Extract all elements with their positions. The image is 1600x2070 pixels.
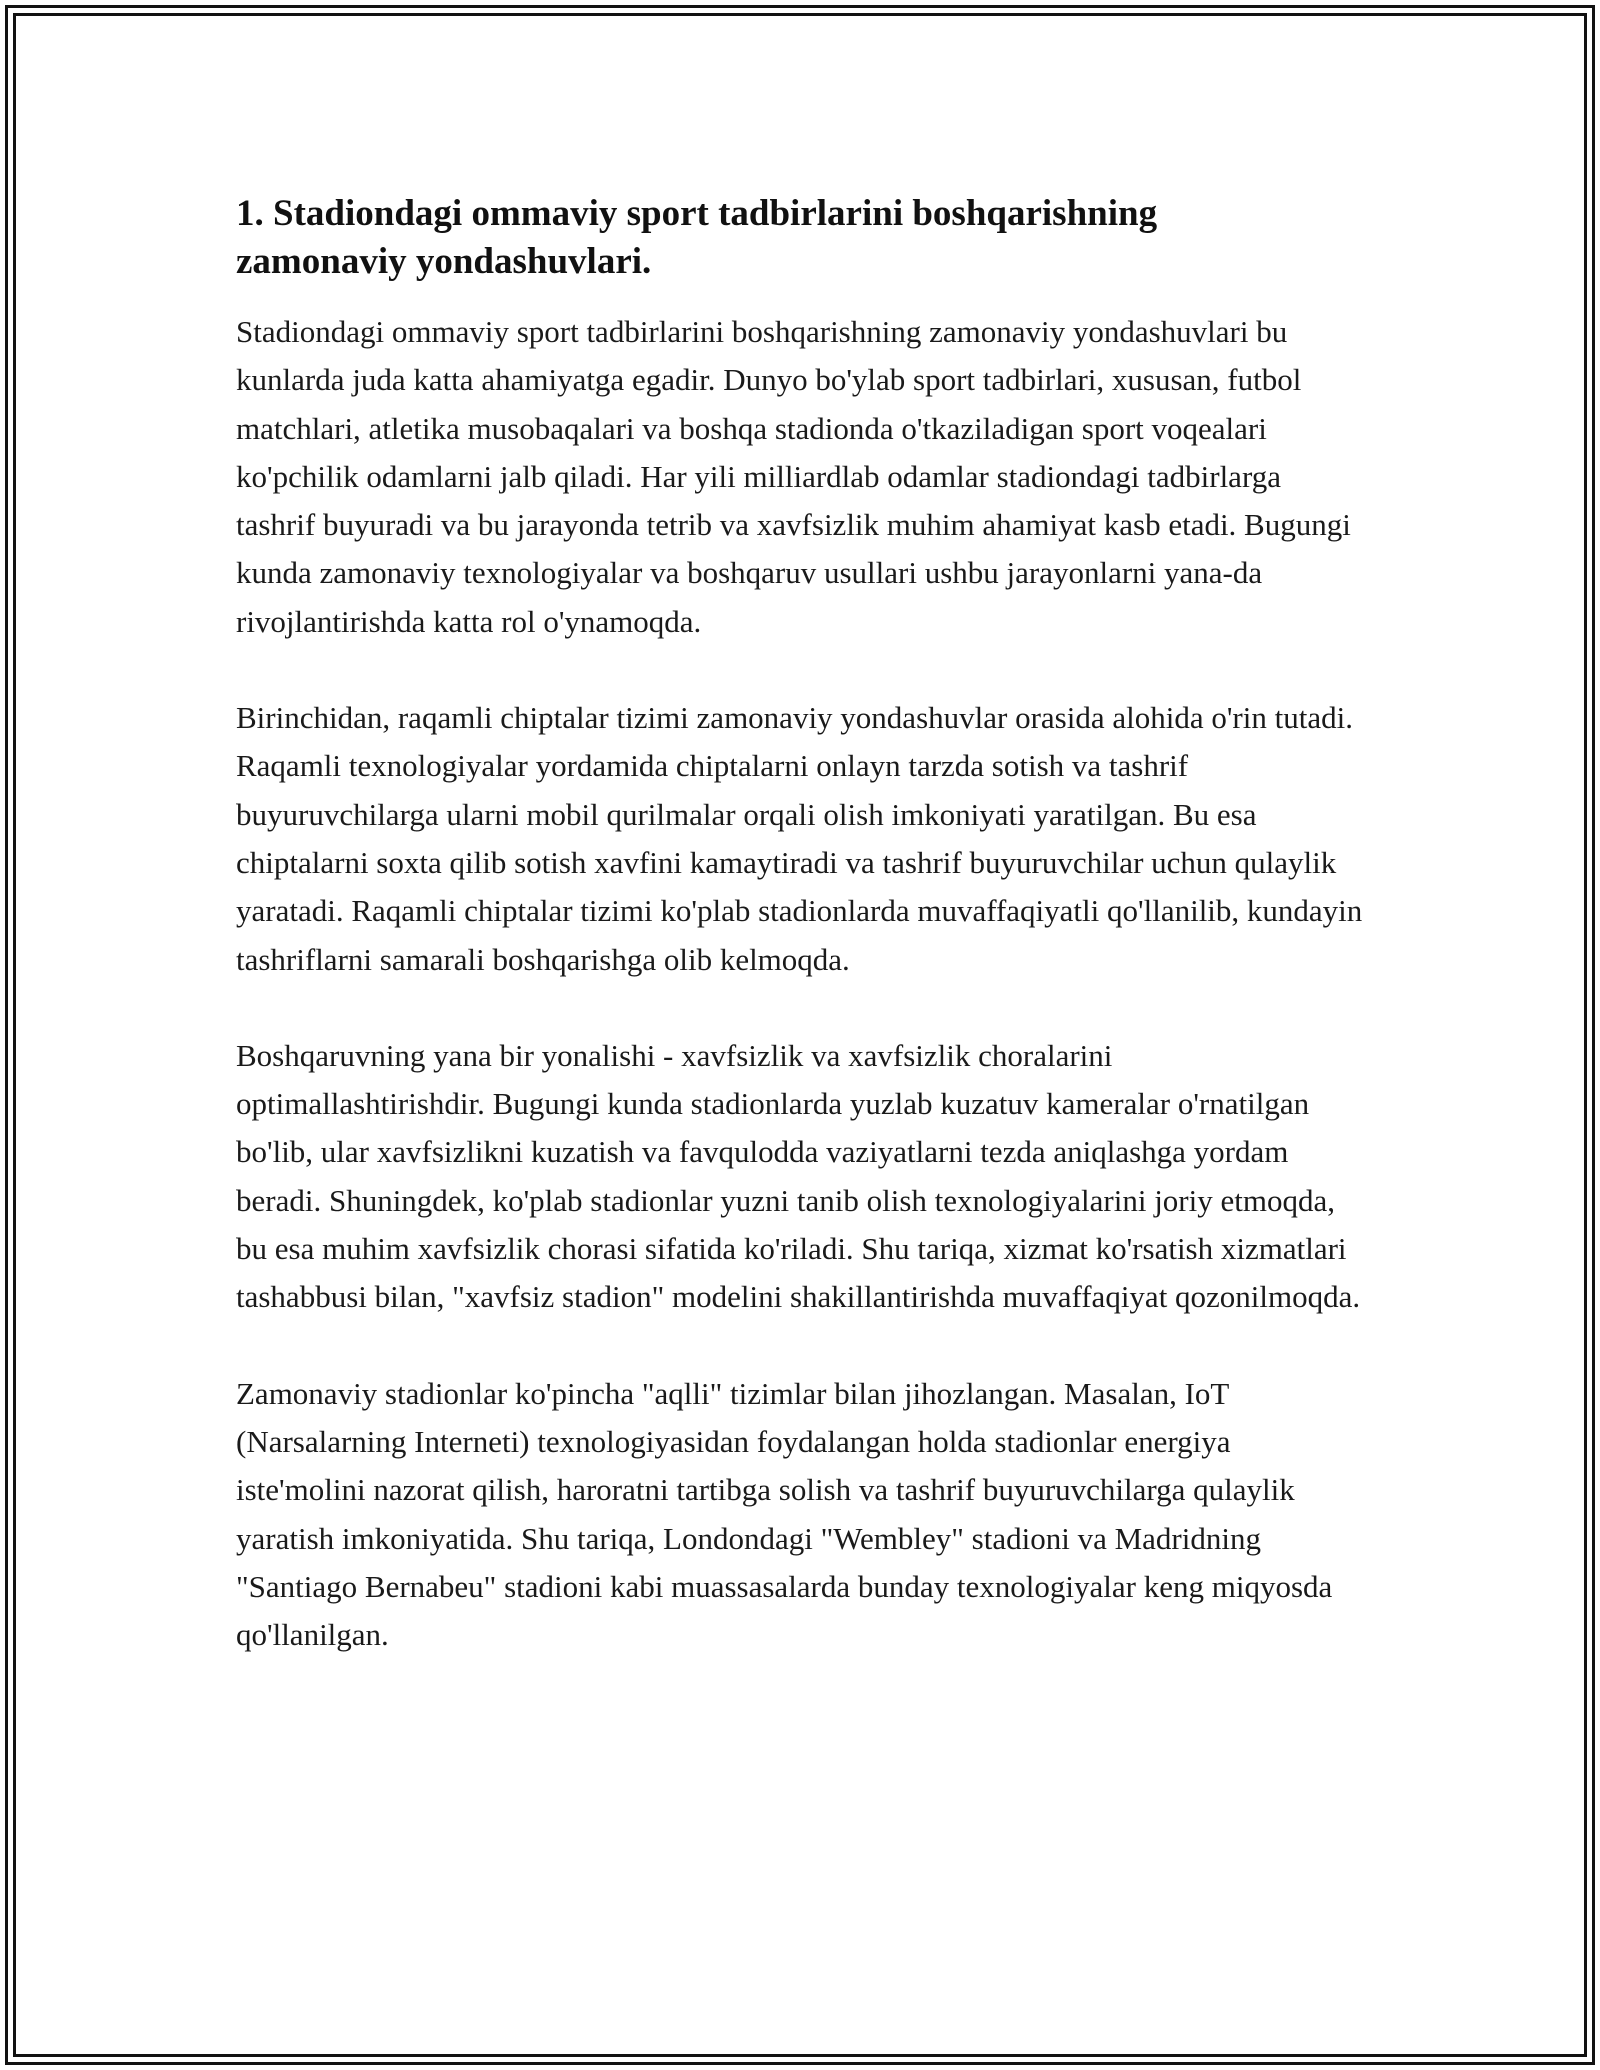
document-body [236,190,1366,1659]
document-title: 1. Stadiondagi ommaviy sport tadbirlarini boshqarishning zamonaviy yondashuvlari. [236,193,1158,282]
paragraph-intro: Stadiondagi ommaviy sport tadbirlarini boshqarishning zamonaviy yondashuvlari bu kunlarda juda katta ahamiyatga egadir. Dunyo bo'ylab sport tadbirlari, xususan, futbol matchlari, atletika musobaqalari va boshqa stadionda o'tkaziladigan sport voqealari ko'pchilik odamlarni jalb qiladi. Har yili milliardlab odamlar stadiondagi tadbirlarga tashrif buyuradi va bu jarayonda tetrib va xavfsizlik muhim ahamiyat kasb etadi. Bugungi kunda zamonaviy texnologiyalar va boshqaruv usullari ushbu jarayonlarni yana-da rivojlantirishda katta rol o'ynamoqda. [236,314,1351,639]
paragraph-digital-tickets: Birinchidan, raqamli chiptalar tizimi zamonaviy yondashuvlar orasida alohida o'rin tutadi. Raqamli texnologiyalar yordamida chiptalarni onlayn tarzda sotish va tashrif buyuruvchilarga ularni mobil qurilmalar orqali olish imkoniyati yaratilgan. Bu esa chiptalarni soxta qilib sotish xavfini kamaytiradi va tashrif buyuruvchilar uchun qulaylik yaratadi. Raqamli chiptalar tizimi ko'plab stadionlarda muvaffaqiyatli qo'llanilib, kundayin tashriflarni samarali boshqarishga olib kelmoqda. [236,700,1363,977]
paragraph-smart-systems: Zamonaviy stadionlar ko'pincha "aqlli" tizimlar bilan jihozlangan. Masalan, IoT (Narsalarning Interneti) texnologiyasidan foydalangan holda stadionlar energiya iste'molini nazorat qilish, haroratni tartibga solish va tashrif buyuruvchilarga qulaylik yaratish imkoniyatida. Shu tariqa, Londondagi "Wembley" stadioni va Madridning "Santiago Bernabeu" stadioni kabi muassasalarda bunday texnologiyalar keng miqyosda qo'llanilgan. [236,1375,1333,1653]
paragraph-security: Boshqaruvning yana bir yonalishi - xavfsizlik va xavfsizlik choralarini optimallashtirishdir. Bugungi kunda stadionlarda yuzlab kuzatuv kameralar o'rnatilgan bo'lib, ular xavfsizlikni kuzatish va favqulodda vaziyatlarni tezda aniqlashga yordam beradi. Shuningdek, ko'plab stadionlar yuzni tanib olish texnologiyalarini joriy etmoqda, bu esa muhim xavfsizlik chorasi sifatida ko'riladi. Shu tariqa, xizmat ko'rsatish xizmatlari tashabbusi bilan, "xavfsiz stadion" modelini shakillantirishda muvaffaqiyat qozonilmoqda. [236,1037,1361,1315]
